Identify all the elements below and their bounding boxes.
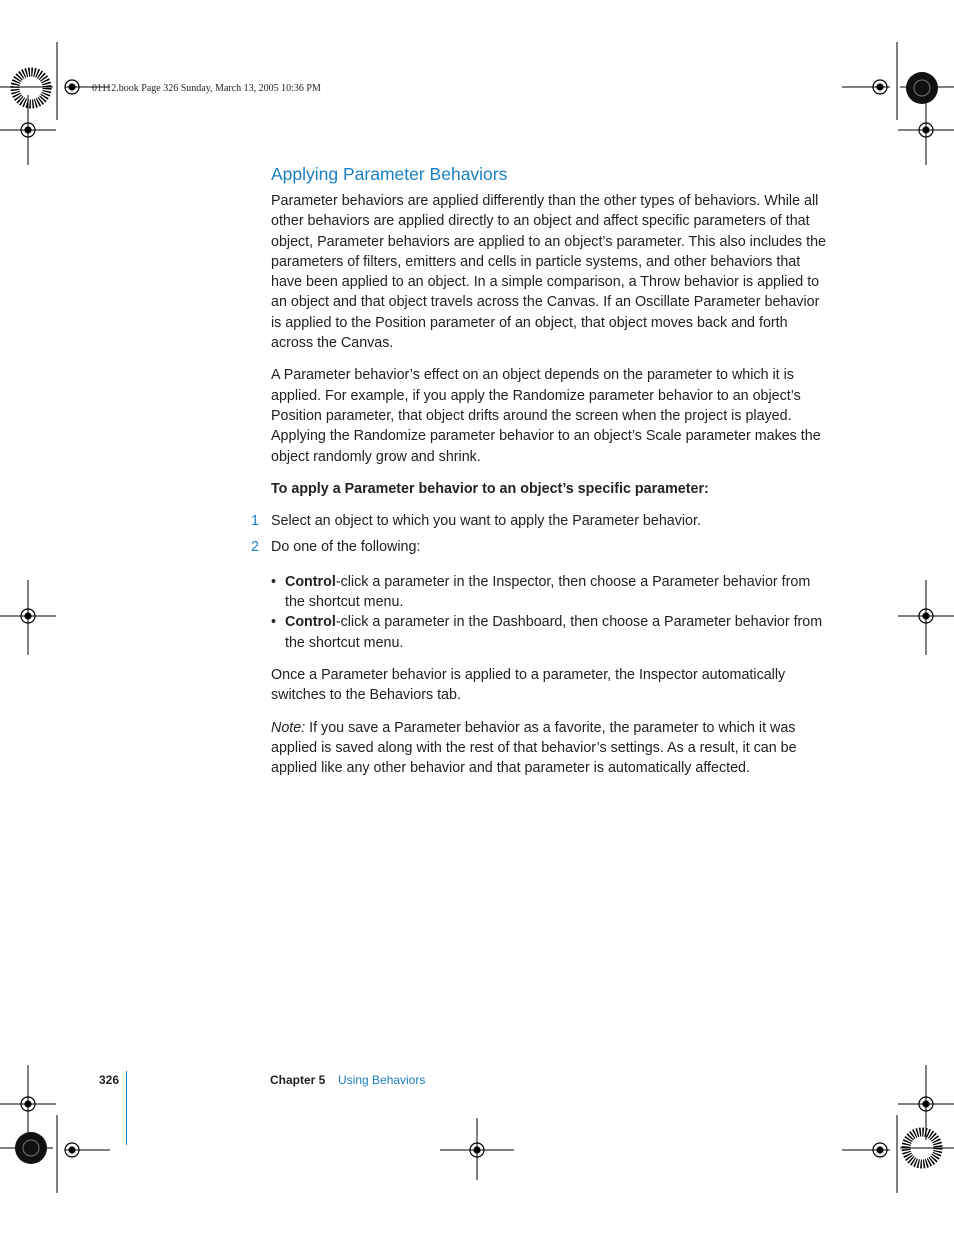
page-content <box>251 162 827 790</box>
paragraph-1: Parameter behaviors are applied differently than the other types of behaviors. While all other behaviors are applied directly to an object and affect specific parameters of that object, Parameter behaviors are applied to an object’s parameter. This also includes the parameters of filters, emitters and cells in particle systems, and other behaviors that have been applied to an object. In a simple comparison, a Throw behavior is applied to an object and that object travels across the Canvas. If an Oscillate Parameter behavior is applied to the Position parameter of an object, that object moves back and forth across the Canvas. <box>271 193 826 352</box>
step-number: 2 <box>251 539 259 556</box>
keyword: Control <box>285 614 336 631</box>
bullet-item <box>271 612 827 653</box>
step-2 <box>251 537 827 557</box>
page-number: 326 <box>99 1073 120 1087</box>
chapter-label: Chapter 5 <box>270 1073 326 1087</box>
bullet-mark: • <box>271 573 277 590</box>
footer-divider <box>126 1071 127 1145</box>
note-text: If you save a Parameter behavior as a favorite, the parameter to which it was applied is saved along with the rest of that behavior’s settings. As a result, it can be applied like any other behavior and that parameter is automatically affected. <box>271 719 797 777</box>
section-title: Applying Parameter Behaviors <box>271 164 508 184</box>
note-label: Note: <box>271 719 306 736</box>
step-text: Select an object to which you want to apply the Parameter behavior. <box>271 513 701 530</box>
bullet-text: -click a parameter in the Dashboard, then choose a Parameter behavior from the shortcut menu. <box>285 614 823 651</box>
note-paragraph <box>271 718 827 779</box>
bullet-list <box>271 572 827 653</box>
step-number: 1 <box>251 513 259 530</box>
paragraph-after-steps: Once a Parameter behavior is applied to a parameter, the Inspector automatically switches to the Behaviors tab. <box>271 666 786 704</box>
chapter-title: Using Behaviors <box>338 1073 426 1087</box>
bullet-item <box>271 572 827 613</box>
bullet-mark: • <box>271 614 277 631</box>
bullet-text: -click a parameter in the Inspector, then choose a Parameter behavior from the shortcut menu. <box>285 573 811 611</box>
procedure-heading: To apply a Parameter behavior to an object’s specific parameter: <box>271 480 709 497</box>
print-header: 01112.book Page 326 Sunday, March 13, 2005 10:36 PM <box>92 83 321 94</box>
step-text: Do one of the following: <box>271 539 421 556</box>
keyword: Control <box>285 573 336 590</box>
step-1 <box>251 511 827 531</box>
paragraph-2: A Parameter behavior’s effect on an object depends on the parameter to which it is applied. For example, if you apply the Randomize parameter behavior to an object’s Position parameter, that object drifts around the screen when the project is played. Applying the Randomize parameter behavior to an object’s Scale parameter makes the object randomly grow and shrink. <box>271 367 821 465</box>
